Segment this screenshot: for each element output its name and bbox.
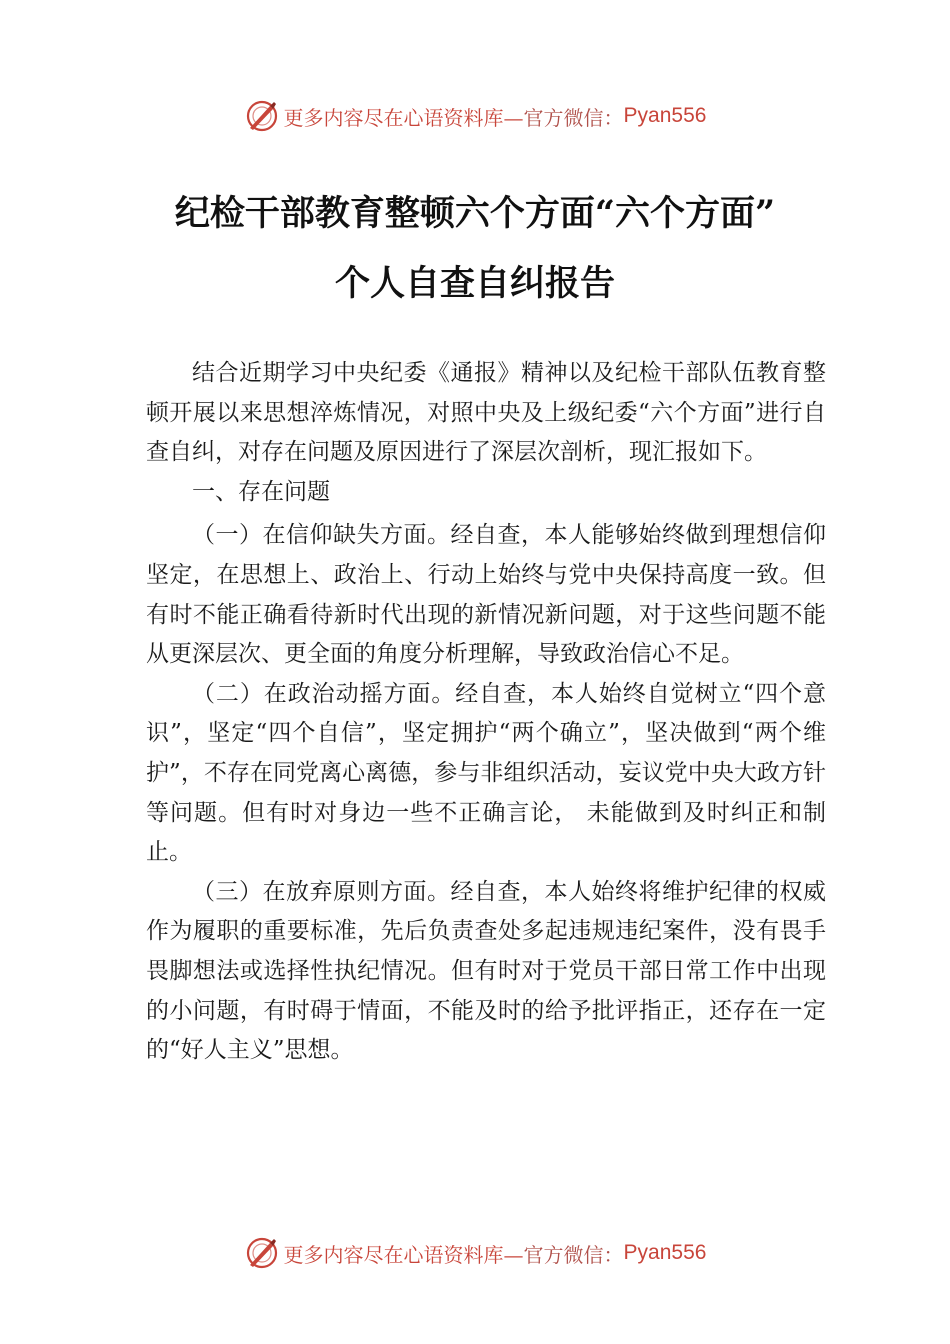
- item-paragraph-1: （一）在信仰缺失方面。经自查，本人能够始终做到理想信仰坚定，在思想上、政治上、行动上始终与党中央保持高度一致。但有时不能正确看待新时代出现的新情况新问题，对于这些问题不能从更深层次、更全面的角度分析理解，导致政治信心不足。: [146, 522, 826, 668]
- document-title-line1: 纪检干部教育整顿六个方面“六个方面”: [174, 193, 776, 234]
- pen-logo-icon: [244, 98, 280, 134]
- item-paragraph-2: （二）在政治动摇方面。经自查，本人始终自觉树立“四个意识”，坚定“四个自信”，坚定拥护“两个确立”，坚决做到“两个维护”，不存在同党离心离德，参与非组织活动，妄议党中央大政方针等问题。但有时对身边一些不正确言论， 未能做到及时纠正和制止。: [146, 680, 826, 866]
- banner-main-text: 更多内容尽在心语资料库—: [283, 105, 524, 130]
- footer-banner: [0, 1233, 950, 1273]
- section-heading: 一、存在问题: [192, 478, 330, 505]
- banner-wechat-id: Pyan556: [623, 104, 707, 127]
- banner-main-text: 更多内容尽在心语资料库—: [283, 1242, 524, 1267]
- item-paragraph-3: （三）在放弃原则方面。经自查，本人始终将维护纪律的权威作为履职的重要标准，先后负责查处多起违规违纪案件，没有畏手畏脚想法或选择性执纪情况。但有时对于党员干部日常工作中出现的小问题，有时碍于情面，不能及时的给予批评指正，还存在一定的“好人主义”思想。: [146, 878, 826, 1064]
- banner-wechat-id: Pyan556: [623, 1241, 707, 1264]
- document-title-line2: 个人自查自纠报告: [334, 263, 615, 304]
- header-banner: [0, 96, 950, 136]
- document-body: [146, 354, 826, 1071]
- banner-wechat-label: 官方微信：: [523, 105, 624, 130]
- pen-logo-icon: [244, 1235, 280, 1271]
- intro-paragraph: 结合近期学习中央纪委《通报》精神以及纪检干部队伍教育整顿开展以来思想淬炼情况，对照中央及上级纪委“六个方面”进行自查自纠，对存在问题及原因进行了深层次剖析，现汇报如下。: [146, 360, 826, 466]
- banner-wechat-label: 官方微信：: [523, 1242, 624, 1267]
